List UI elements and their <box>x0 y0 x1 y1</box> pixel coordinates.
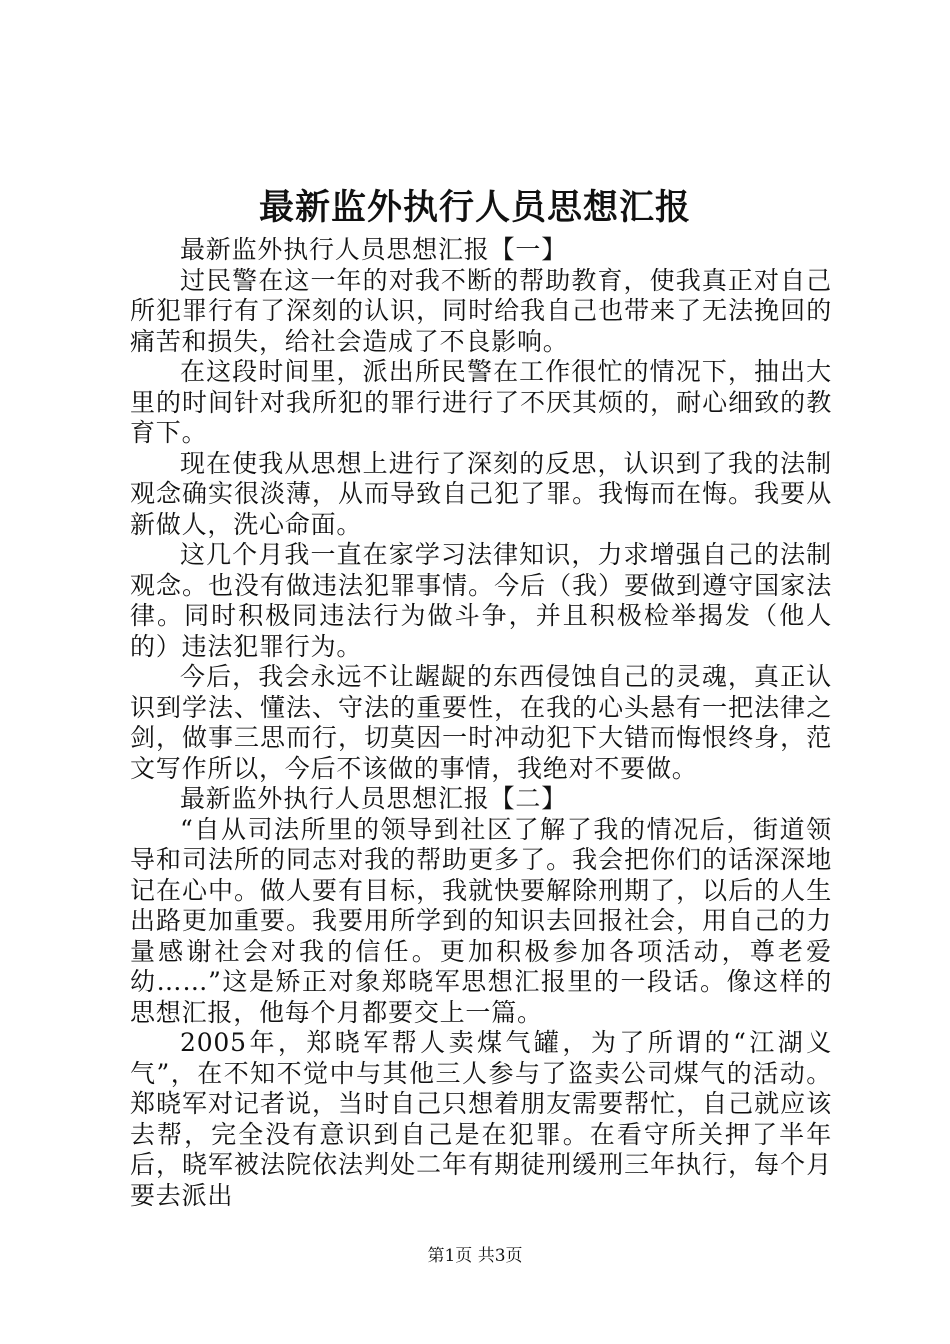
paragraph: 过民警在这一年的对我不断的帮助教育，使我真正对自己所犯罪行有了深刻的认识，同时给我自己也带来了无法挽回的痛苦和损失，给社会造成了不良影响。 <box>130 265 832 356</box>
section-heading-1: 最新监外执行人员思想汇报【一】 <box>180 235 568 264</box>
paragraph: 今后，我会永远不让龌龊的东西侵蚀自己的灵魂，真正认识到学法、懂法、守法的重要性，在我的心头悬有一把法律之剑，做事三思而行，切莫因一时冲动犯下大错而悔恨终身，范文写作所以，今后不该做的事情，我绝对不要做。 <box>130 662 832 783</box>
paragraph: “自从司法所里的领导到社区了解了我的情况后，街道领导和司法所的同志对我的帮助更多了。我会把你们的话深深地记在心中。做人要有目标，我就快要解除刑期了，以后的人生出路更加重要。我要用所学到的知识去回报社会，用自己的力量感谢社会对我的信任。更加积极参加各项活动，尊老爱幼……”这是矫正对象郑晓军思想汇报里的一段话。像这样的思想汇报，他每个月都要交上一篇。 <box>130 814 832 1027</box>
page-indicator: 第1页 共3页 <box>427 1246 523 1266</box>
section-heading-2: 最新监外执行人员思想汇报【二】 <box>180 784 568 813</box>
paragraph: 这几个月我一直在家学习法律知识，力求增强自己的法制观念。也没有做违法犯罪事情。今后（我）要做到遵守国家法律。同时积极同违法行为做斗争，并且积极检举揭发（他人的）违法犯罪行为。 <box>130 540 832 661</box>
paragraph: 2005年，郑晓军帮人卖煤气罐，为了所谓的“江湖义气”，在不知不觉中与其他三人参与了盗卖公司煤气的活动。郑晓军对记者说，当时自己只想着朋友需要帮忙，自己就应该去帮，完全没有意识到自己是在犯罪。在看守所关押了半年后，晓军被法院依法判处二年有期徒刑缓刑三年执行，每个月要去派出 <box>130 1028 832 1210</box>
document-body <box>130 235 832 1211</box>
paragraph: 现在使我从思想上进行了深刻的反思，认识到了我的法制观念确实很淡薄，从而导致自己犯了罪。我悔而在悔。我要从新做人，洗心命面。 <box>130 448 832 539</box>
paragraph: 在这段时间里，派出所民警在工作很忙的情况下，抽出大里的时间针对我所犯的罪行进行了不厌其烦的，耐心细致的教育下。 <box>130 357 832 447</box>
document-title: 最新监外执行人员思想汇报 <box>258 187 691 228</box>
